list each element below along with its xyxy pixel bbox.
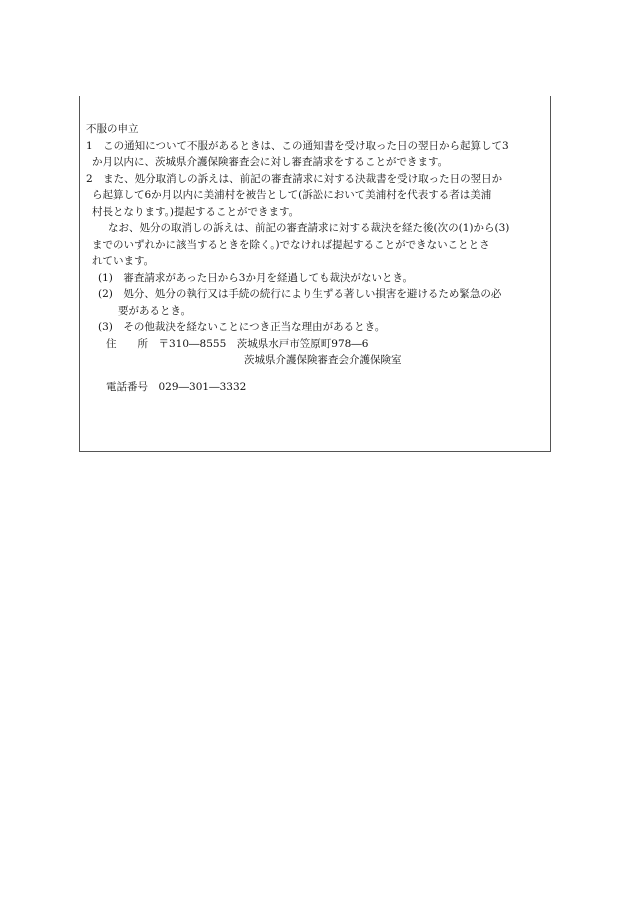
item-2-line-2: ら起算して6か月以内に美浦村を被告として(訴訟において美浦村を代表する者は美浦 — [92, 189, 492, 201]
address-line-1: 住 所 〒310―8555 茨城県水戸市笠原町978―6 — [106, 337, 369, 350]
condition-2-line-1: (2) 処分、処分の執行又は手続の続行により生ずる著しい損害を避けるため緊急の必 — [98, 288, 502, 300]
condition-1: (1) 審査請求があった日から3か月を経過しても裁決がないとき。 — [98, 271, 414, 284]
condition-2-line-2: 要があるとき。 — [118, 304, 192, 317]
item-1-line-2: か月以内に、茨城県介護保険審査会に対し審査請求をすることができます。 — [92, 156, 449, 168]
appeal-notice-content — [86, 121, 550, 395]
item-2-line-4: なお、処分の取消しの訴えは、前記の審査請求に対する裁決を経た後(次の(1)から(3) — [108, 222, 510, 234]
section-title: 不服の申立 — [86, 123, 139, 135]
item-1-line-1: 1 この通知について不服があるときは、この通知書を受け取った日の翌日から起算して3 — [86, 139, 509, 152]
condition-3: (3) その他裁決を経ないことにつき正当な理由があるとき。 — [98, 321, 386, 333]
item-2-line-1: 2 また、処分取消しの訴えは、前記の審査請求に対する決裁書を受け取った日の翌日か — [86, 172, 503, 185]
item-2-line-5: までのいずれかに該当するときを除く。)でなければ提起することができないこととさ — [92, 238, 490, 251]
phone-number: 電話番号 029―301―3332 — [106, 380, 247, 393]
item-2-line-3: 村長となります。)提起することができます。 — [92, 205, 300, 218]
item-2-line-6: れています。 — [92, 255, 155, 267]
spacer — [86, 369, 550, 379]
address-line-2: 茨城県介護保険審査会介護保険室 — [244, 354, 402, 366]
